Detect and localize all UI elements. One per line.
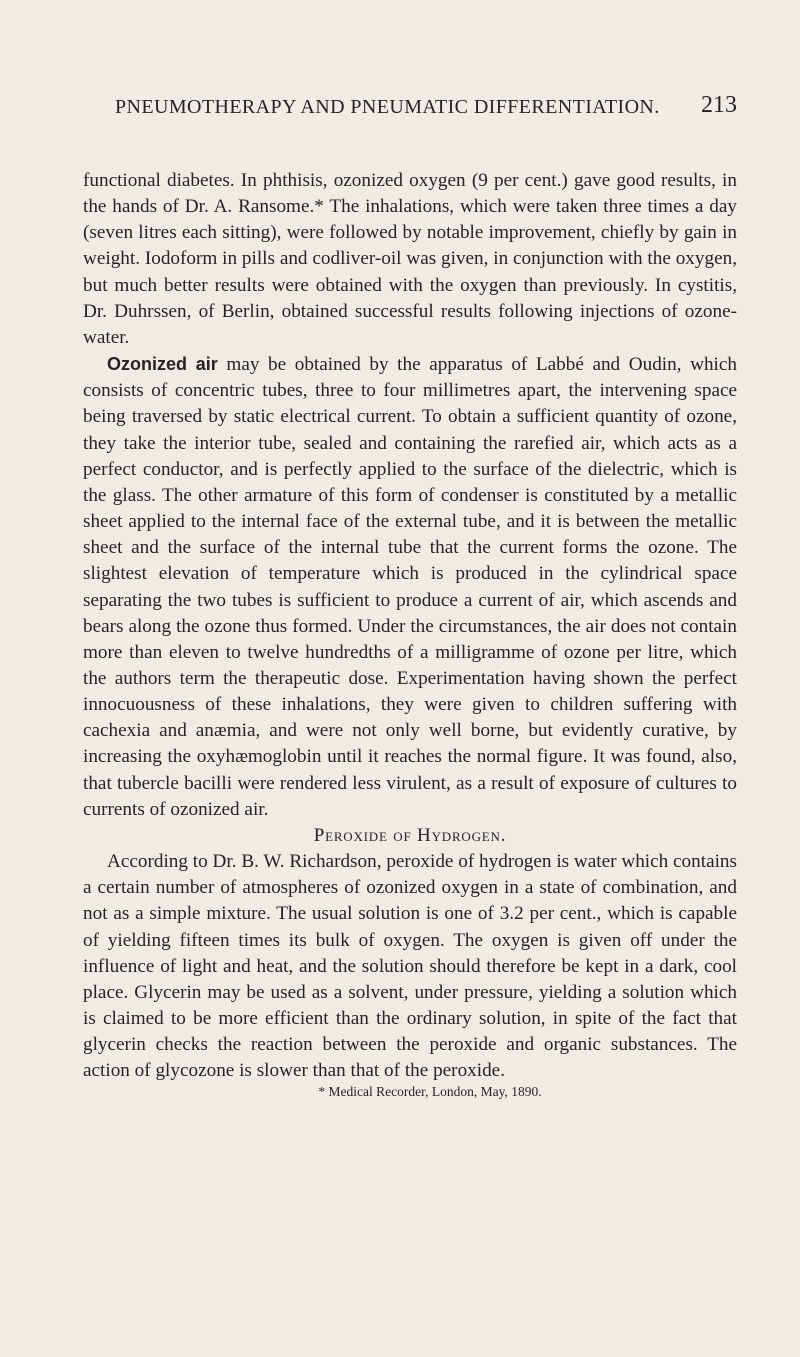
paragraph-peroxide: According to Dr. B. W. Richardson, peroxide of hydrogen is water which contains a certain number of atmospheres of ozonized oxygen in a state of combination, and not as a simple mixture. The usual solution is one of 3.2 per cent., which is capable of yielding fifteen times its bulk of oxygen. The oxygen is given off under the influence of light and heat, and the solution should therefore be kept in a dark, cool place. Glycerin may be used as a solvent, under pressure, yielding a solution which is claimed to be more efficient than the ordinary solution, in spite of the fact that glycerin checks the reaction between the peroxide and organic substances. The action of glycozone is slower than that of the peroxide. bbox=[83, 851, 737, 1082]
footnote: * Medical Recorder, London, May, 1890. bbox=[318, 1084, 542, 1100]
paragraph-diabetes-phthisis: functional diabetes. In phthisis, ozonized oxygen (9 per cent.) gave good results, in the hands of Dr. A. Ransome.* The inhalations, which were taken three times a day (seven litres each sitting), were followed by notable improvement, chiefly by gain in weight. Iodoform in pills and codliver-oil was given, in conjunction with the oxygen, but much better results were obtained with the oxygen than previously. In cystitis, Dr. Duhrssen, of Berlin, obtained successful results following injections of ozone-water. bbox=[83, 170, 737, 348]
paragraph-ozonized-air bbox=[83, 351, 737, 823]
paragraph-ozonized-air-text: may be obtained by the apparatus of Labbé and Oudin, which consists of concentric tubes, three to four millimetres apart, the intervening space being traversed by static electrical current. To obtain a sufficient quantity of ozone, they take the interior tube, sealed and containing the rarefied air, which acts as a perfect conductor, and is perfectly applied to the surface of the dielectric, which is the glass. The other armature of this form of condenser is constituted by a metallic sheet applied to the internal face of the external tube, and it is between the metallic sheet and the surface of the internal tube that the current forms the ozone. The slightest elevation of temperature which is produced in the cylindrical space separating the two tubes is sufficient to produce a current of air, which ascends and bears along the ozone thus formed. Under the circumstances, the air does not contain more than eleven to twelve hundredths of a milligramme of ozone per litre, which the authors term the therapeutic dose. Experimentation having shown the perfect innocuousness of these inhalations, they were given to children suffering with cachexia and anæmia, and were not only well borne, but evidently curative, by increasing the oxyhæmoglobin until it reaches the normal figure. It was found, also, that tubercle bacilli were rendered less virulent, as a result of exposure of cultures to currents of ozonized air. bbox=[83, 354, 737, 820]
page-number: 213 bbox=[701, 92, 737, 118]
running-title: PNEUMOTHERAPY AND PNEUMATIC DIFFERENTIATION. bbox=[115, 96, 660, 118]
running-head bbox=[83, 92, 737, 118]
section-heading-peroxide: Peroxide of Hydrogen. bbox=[313, 824, 507, 846]
body-text bbox=[83, 168, 737, 1084]
run-in-heading-ozonized-air: Ozonized air bbox=[107, 354, 218, 375]
